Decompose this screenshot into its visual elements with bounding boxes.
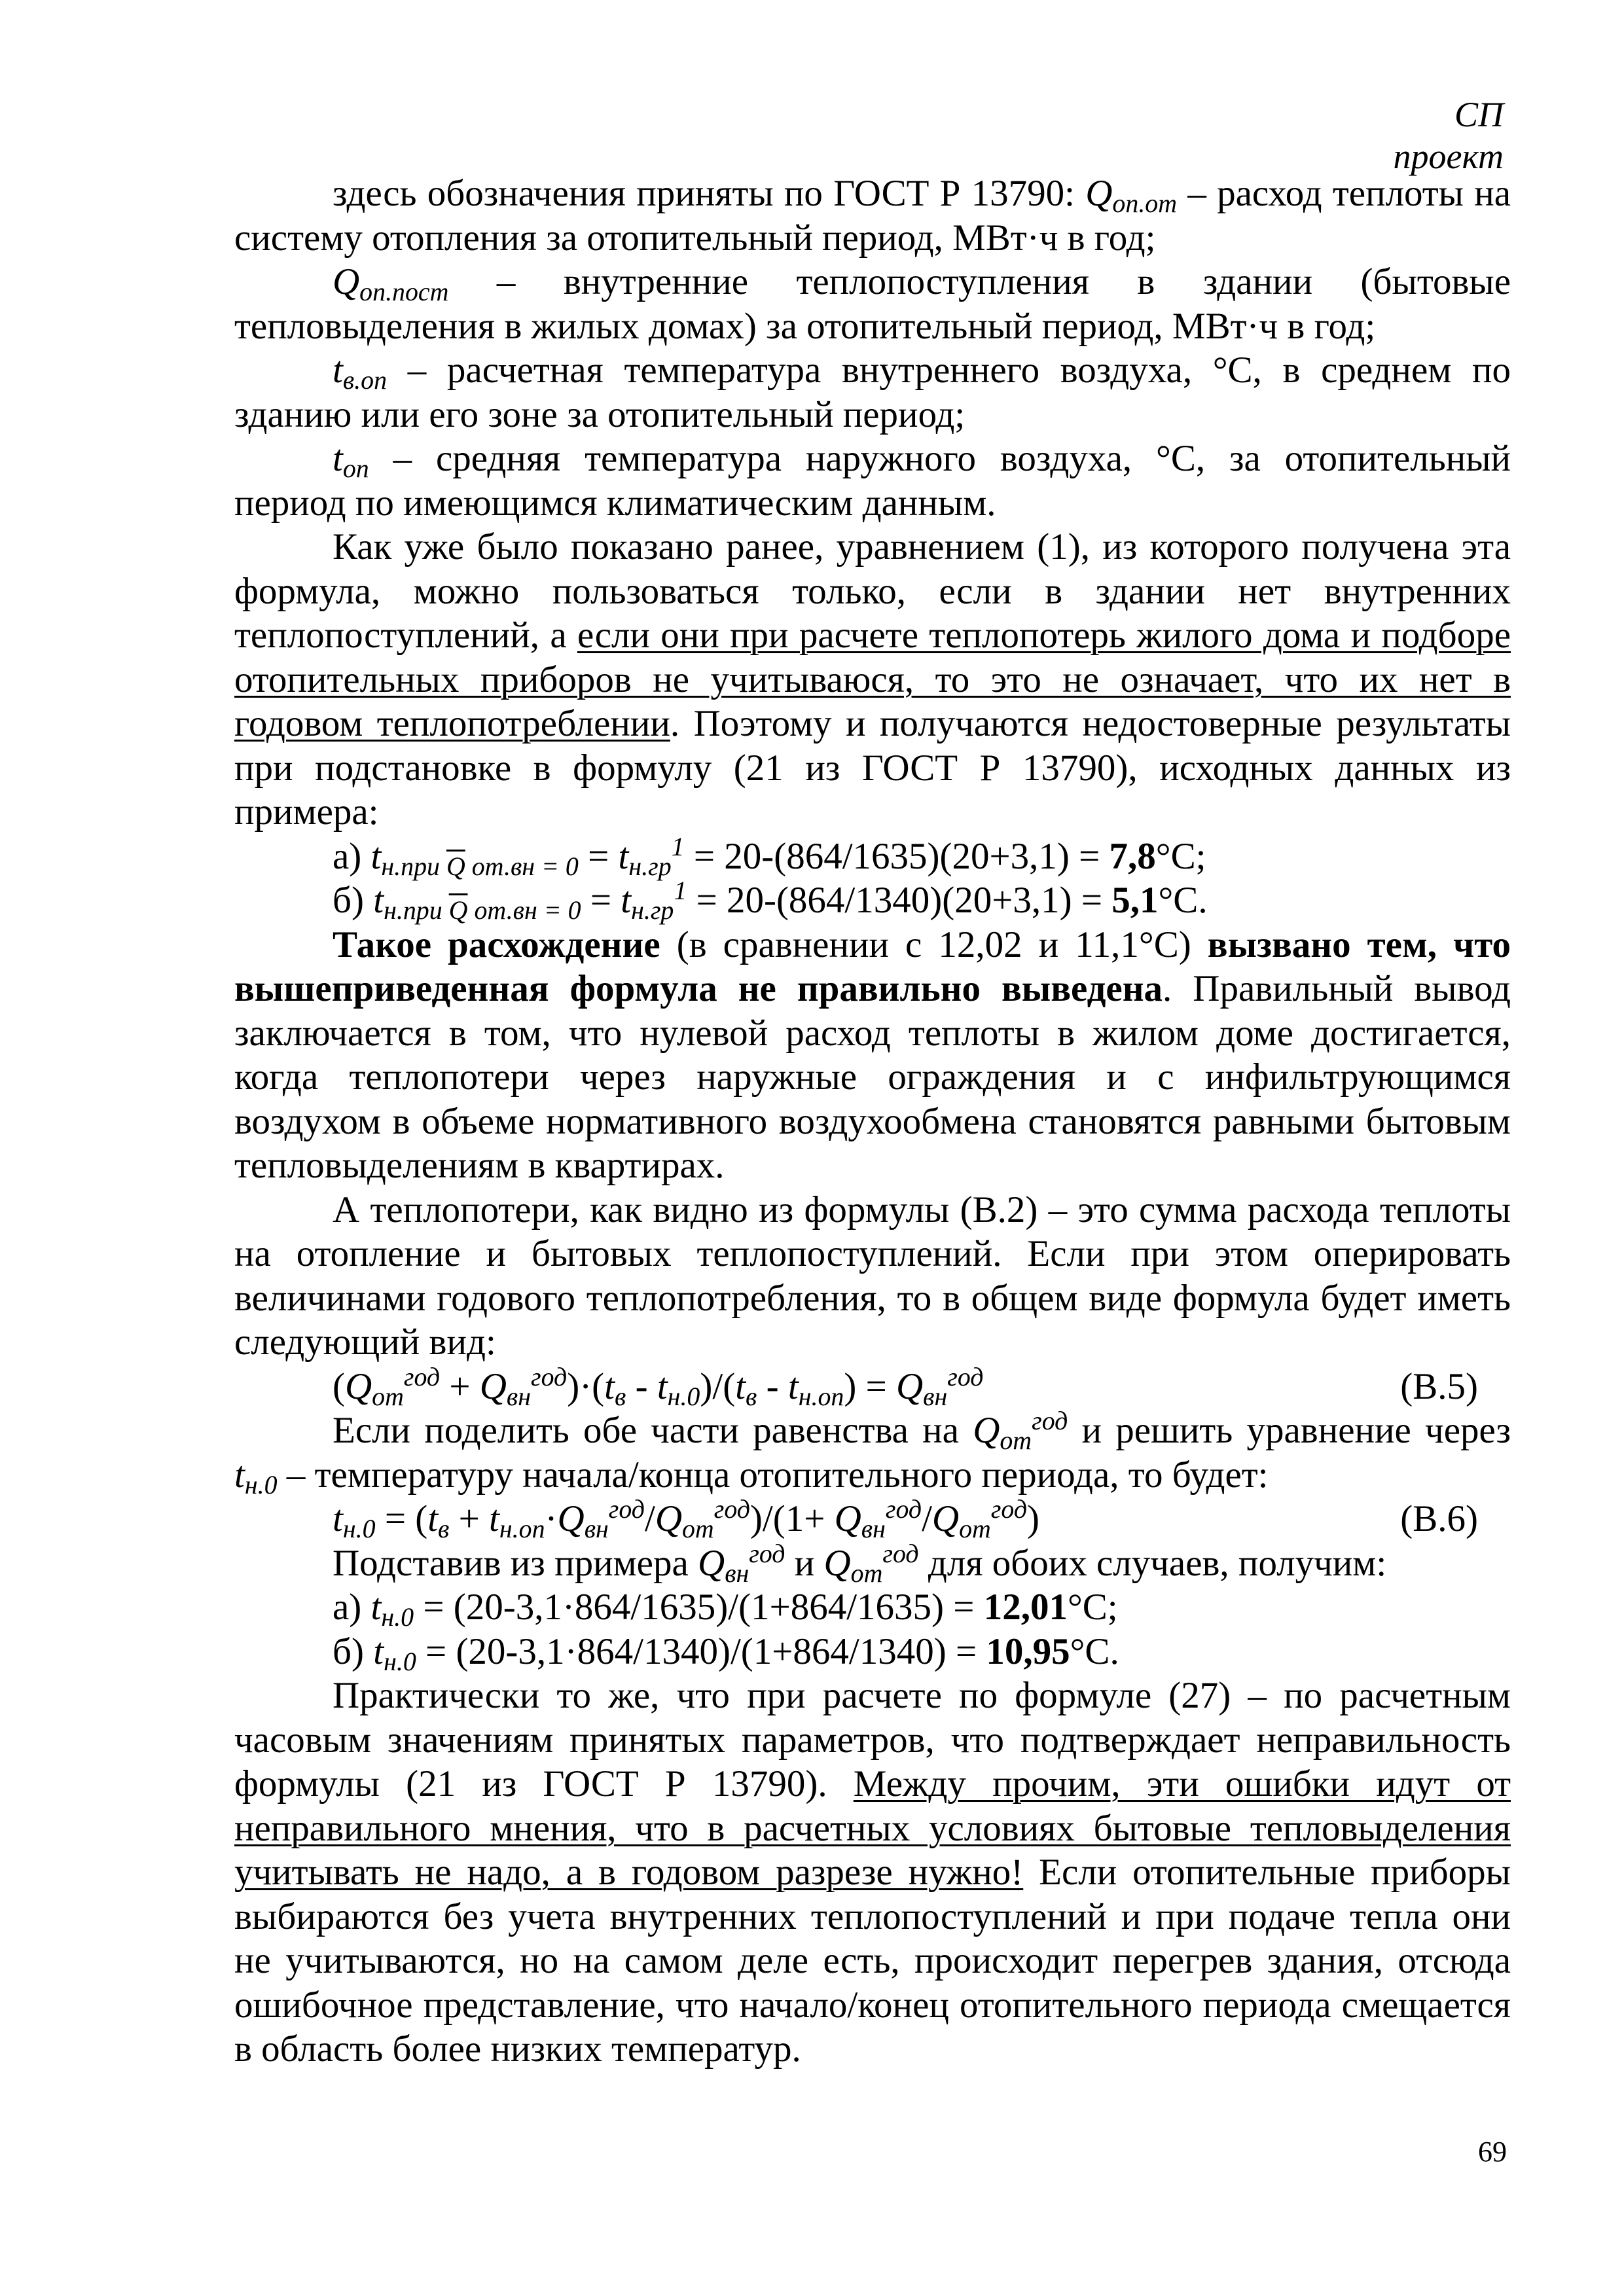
- header-project: проект: [1393, 137, 1504, 176]
- paragraph-equation-1: Как уже было показано ранее, уравнением (1), из которого получена эта формула, можно пользоваться только, если в здании нет внутренних теплопоступлений, а если они при расчете теплопотерь жилого дома и подборе отопительных приборов не учитываюся, то это не означает, что их нет в годовом теплопотреблении. Поэтому и получаются недостоверные результаты при подстановке в формулу (21 из ГОСТ Р 13790), исходных данных из примера:: [234, 526, 1511, 833]
- calc2-line-b: б) $t_{н.0} = (20-3,1\cdot 864/1340)/(1+864/1340) = 10,95^\circ С$.: [333, 1630, 1119, 1676]
- paragraph-heat-loss: А теплопотери, как видно из формулы (В.2) – это сумма расхода теплоты на отопление и бытовых теплопоступлений. Если при этом оперировать величинами годового теплопотребления, то в общем виде формула будет иметь следующий вид:: [234, 1189, 1511, 1363]
- header-sp: СП: [1454, 95, 1504, 134]
- term-t-outdoor: $t_{оп}$ – средняя температура наружного воздуха, °С, за отопительный период по имеющимся климатическим данным.: [234, 438, 1511, 524]
- paragraph-substitute: Подставив из примера $Q_{вн}^{год}$ и $Q_{от}^{год}$ для обоих случаев, получим:: [333, 1538, 1387, 1588]
- paragraph-divide: Если поделить обе части равенства на $Q_{от}^{год}$ и решить уравнение через $t_{н.0}$ – температуру начала/конца отопительного периода, то будет:: [234, 1406, 1511, 1499]
- calc2-line-a: а) $t_{н.0} = (20-3,1\cdot 864/1635)/(1+864/1635) = 12,01^\circ С$;: [333, 1587, 1118, 1632]
- paragraph-discrepancy: Такое расхождение (в сравнении с 12,02 и 11,1°С) вызвано тем, что вышеприведенная формула не правильно выведена. Правильный вывод заключается в том, что нулевой расход теплоты в жилом доме достигается, когда теплопотери через наружные ограждения и с инфильтрующимся воздухом в объеме нормативного воздухообмена становятся равными бытовым тепловыделениям в квартирах.: [234, 924, 1511, 1186]
- equation-b5: $(Q_{от}^{год} + Q_{вн}^{год})\cdot(t_в - t_{н.0})/(t_в - t_{н.оп}) = Q_{вн}^{год}$ (В.5): [234, 1365, 1511, 1409]
- equation-b6: $t_{н.0} = (t_в + t_{н.оп}\cdot Q_{вн}^{год}/Q_{от}^{год})/(1+ Q_{вн}^{год}/Q_{от}^{год})$ (В.6): [234, 1497, 1511, 1541]
- paragraph-conclusion: Практически то же, что при расчете по формуле (27) – по расчетным часовым значениям принятых параметров, что подтверждает неправильность формулы (21 из ГОСТ Р 13790). Между прочим, эти ошибки идут от неправильного мнения, что в расчетных условиях бытовые тепловыделения учитывать не надо, а в годовом разрезе нужно! Если отопительные приборы выбираются без учета внутренних теплопоступлений и при подаче тепла они не учитываются, но на самом деле есть, происходит перегрев здания, отсюда ошибочное представление, что начало/конец отопительного периода смещается в область более низких температур.: [234, 1675, 1511, 2070]
- page-number: 69: [1478, 2136, 1507, 2168]
- term-t-internal: $t_{в.оп}$ – расчетная температура внутреннего воздуха, °С, в среднем по зданию или его зоне за отопительный период;: [234, 350, 1511, 435]
- calc-line-a: а) $t_{н.при \overline{Q} от.вн = 0} = t_{н.гр}^1 = 20-(864/1635)(20+3,1) = 7,8^\circ С$;: [333, 831, 1206, 881]
- equation-b5-number: (В.5): [1400, 1365, 1478, 1407]
- equation-b6-number: (В.6): [1400, 1498, 1478, 1539]
- term-q-heating: здесь обозначения приняты по ГОСТ Р 13790: $Q_{оп.от}$ – расход теплоты на систему отопления за отопительный период, МВт·ч в год;: [234, 173, 1511, 259]
- term-q-internal: $Q_{оп.пост}$ – внутренние теплопоступления в здании (бытовые тепловыделения в жилых домах) за отопительный период, МВт·ч в год;: [234, 261, 1511, 347]
- body-text: [234, 171, 1511, 2072]
- calc-line-b: б) $t_{н.при \overline{Q} от.вн = 0} = t_{н.гр}^1 = 20-(864/1340)(20+3,1) = 5,1^\circ С$.: [333, 876, 1208, 925]
